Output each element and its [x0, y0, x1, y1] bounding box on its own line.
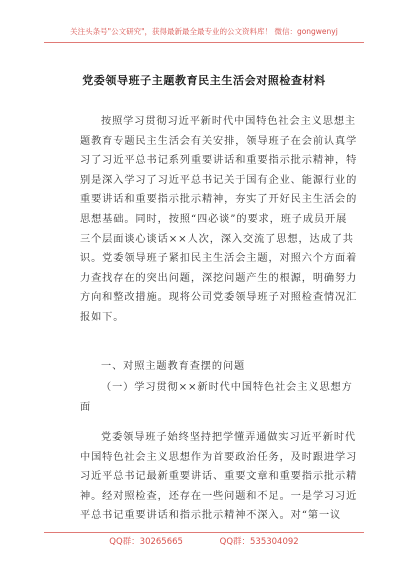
paragraph-line: 党委领导班子始终坚持把学懂弄通做实习近平新时代 [101, 432, 357, 443]
subsection-heading [80, 378, 353, 417]
body-paragraph [80, 428, 358, 526]
paragraph-line: 别是深入学习了习近平总书记关于国有企业、能源行业的 [80, 174, 358, 186]
intro-paragraph [80, 112, 358, 328]
paragraph-line: 题教育专题民主生活会有关安排，领导班子在会前认真学 [80, 135, 358, 147]
paragraph-line: 神。经对照检查，还存在一些问题和不足。一是学习习近 [80, 490, 358, 502]
header-banner: 关注头条号"公文研究"，获得最新最全最专业的公文资料库！ 微信：gongwenyj [70, 27, 338, 36]
paragraph-line: 识。党委领导班子紧扣民主生活会主题，对照六个方面着 [80, 253, 358, 265]
footer-contact [40, 536, 368, 548]
qq-group-1: QQ群：30265665 [109, 537, 183, 547]
header-divider [44, 42, 364, 43]
paragraph-line: 习了习近平总书记系列重要讲话和重要指示批示精神，特 [80, 155, 358, 167]
paragraph-line: 习近平总书记最新重要讲话、重要文章和重要指示批示精 [80, 471, 358, 483]
subsection-heading-line: （一）学习贯彻××新时代中国特色社会主义思想方 [101, 382, 353, 393]
paragraph-line: 平总书记重要讲话和指示批示精神不深入。对“第一议 [80, 510, 342, 522]
paragraph-line: 按照学习贯彻习近平新时代中国特色社会主义思想主 [101, 116, 357, 127]
paragraph-line: 力查找存在的突出问题，深挖问题产生的根源，明确努力 [80, 272, 358, 284]
subsection-heading-line: 面 [80, 401, 92, 413]
paragraph-line: 三个层面谈心谈话××人次，深入交流了思想，达成了共 [80, 233, 354, 245]
paragraph-line: 重要讲话和重要指示批示精神，夯实了开好民主生活会的 [80, 194, 358, 206]
paragraph-line: 思想基础。同时，按照“四必谈”的要求，班子成员开展 [80, 213, 348, 225]
qq-group-2: QQ群：535304092 [219, 537, 299, 547]
section-heading: 一、对照主题教育查摆的问题 [101, 361, 246, 372]
document-title: 党委领导班子主题教育民主生活会对照检查材料 [82, 74, 326, 87]
footer-divider [44, 532, 364, 533]
paragraph-line: 方向和整改措施。现将公司党委领导班子对照检查情况汇 [80, 292, 358, 304]
paragraph-line: 报如下。 [80, 311, 125, 323]
paragraph-line: 中国特色社会主义思想作为首要政治任务，及时跟进学习 [80, 451, 358, 463]
